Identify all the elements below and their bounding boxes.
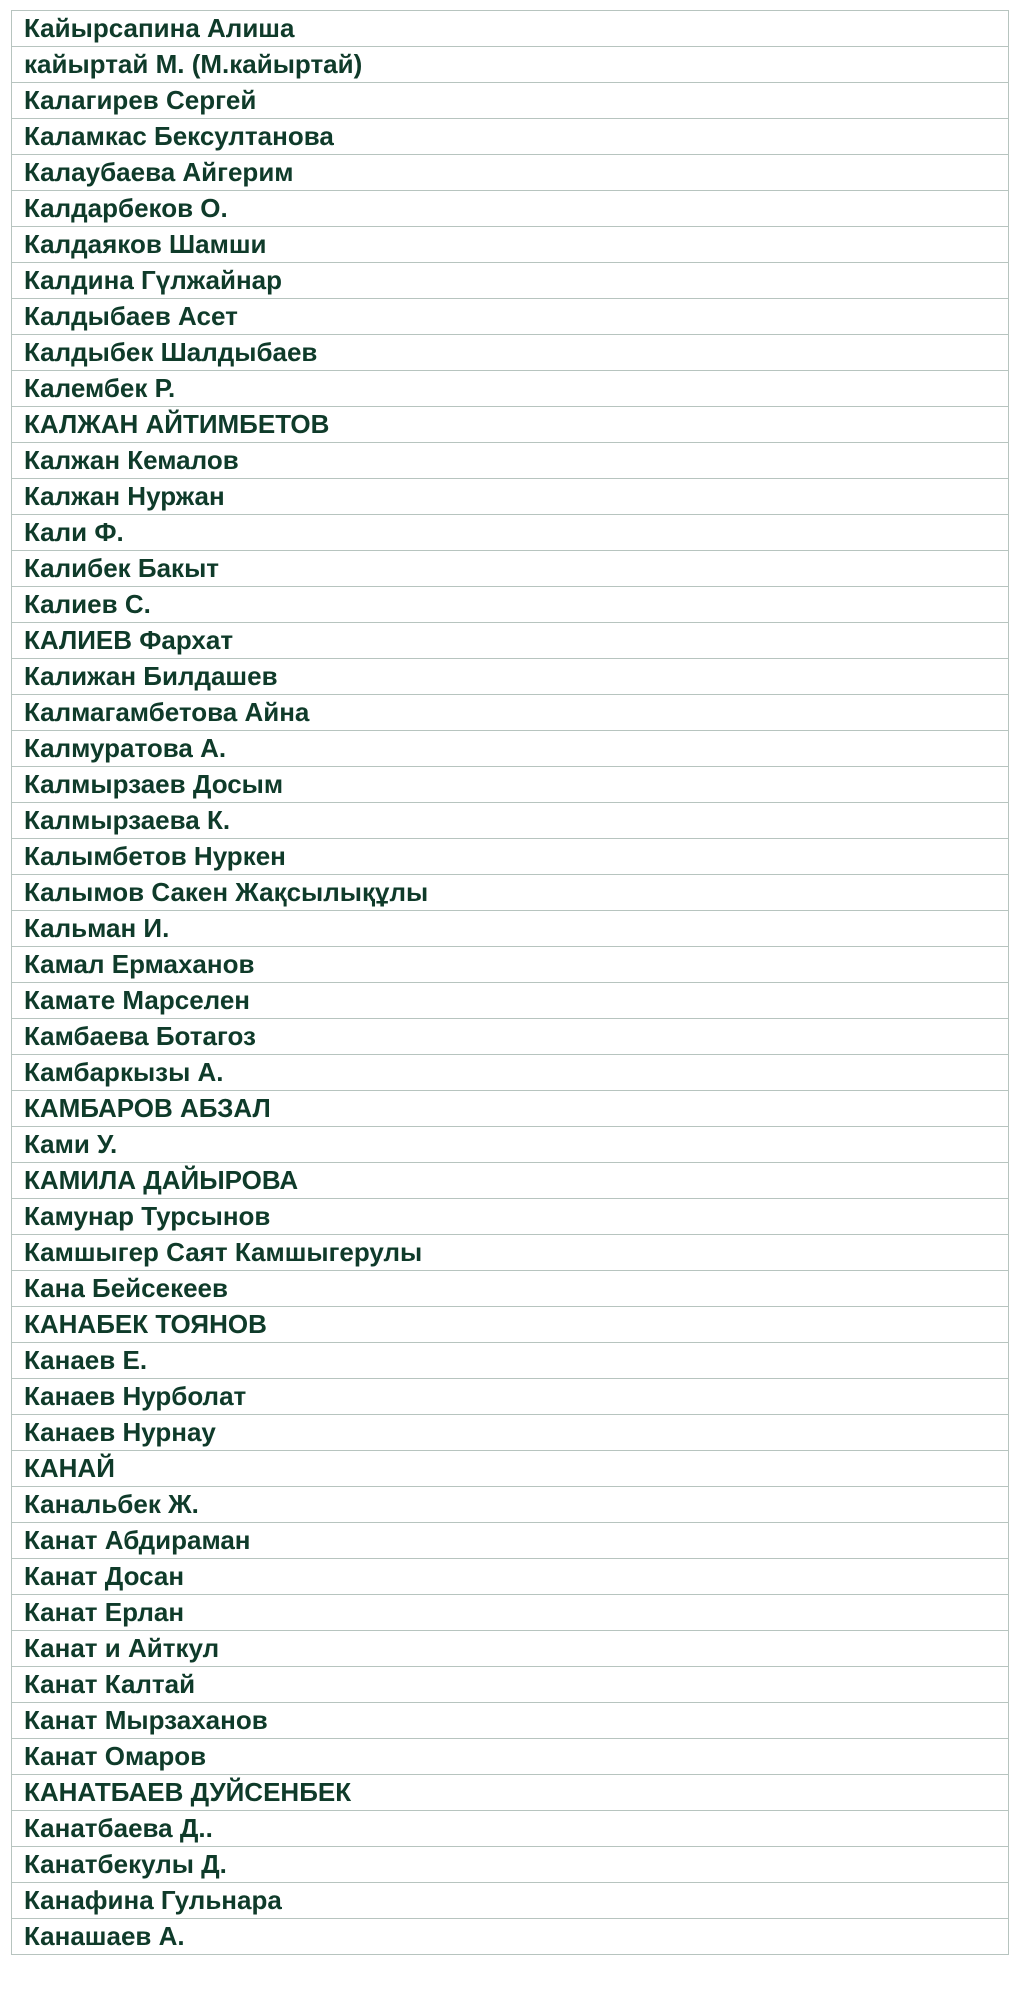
name-cell: Калжан Нуржан xyxy=(12,479,1009,515)
table-row xyxy=(12,1703,1009,1739)
name-cell: Калжан Кемалов xyxy=(12,443,1009,479)
name-cell: Камал Ермаханов xyxy=(12,947,1009,983)
name-cell: Калдаяков Шамши xyxy=(12,227,1009,263)
table-row xyxy=(12,1883,1009,1919)
name-cell: КАМИЛА ДАЙЫРОВА xyxy=(12,1163,1009,1199)
name-cell: Камбаркызы А. xyxy=(12,1055,1009,1091)
table-row xyxy=(12,587,1009,623)
name-cell: Канат и Айткул xyxy=(12,1631,1009,1667)
name-cell: Калембек Р. xyxy=(12,371,1009,407)
table-row xyxy=(12,1523,1009,1559)
name-cell: Калдыбек Шалдыбаев xyxy=(12,335,1009,371)
name-cell: КАЛИЕВ Фархат xyxy=(12,623,1009,659)
table-row xyxy=(12,263,1009,299)
name-cell: Калмырзаев Досым xyxy=(12,767,1009,803)
table-row xyxy=(12,839,1009,875)
table-row xyxy=(12,1199,1009,1235)
table-row xyxy=(12,1379,1009,1415)
name-cell: Канат Ерлан xyxy=(12,1595,1009,1631)
table-row xyxy=(12,11,1009,47)
table-row xyxy=(12,551,1009,587)
name-cell: Канат Калтай xyxy=(12,1667,1009,1703)
name-list-body xyxy=(12,11,1009,1955)
name-cell: Канат Абдираман xyxy=(12,1523,1009,1559)
table-row xyxy=(12,1451,1009,1487)
name-cell: Калмырзаева К. xyxy=(12,803,1009,839)
table-row xyxy=(12,1595,1009,1631)
name-cell: КАНАБЕК ТОЯНОВ xyxy=(12,1307,1009,1343)
table-row xyxy=(12,1559,1009,1595)
name-cell: Камате Марселен xyxy=(12,983,1009,1019)
table-row xyxy=(12,1271,1009,1307)
table-row xyxy=(12,1091,1009,1127)
name-cell: Камшыгер Саят Камшыгерулы xyxy=(12,1235,1009,1271)
table-row xyxy=(12,1847,1009,1883)
table-row xyxy=(12,731,1009,767)
table-row xyxy=(12,623,1009,659)
name-cell: Калымов Сакен Жақсылықұлы xyxy=(12,875,1009,911)
name-cell: Кали Ф. xyxy=(12,515,1009,551)
table-row xyxy=(12,1775,1009,1811)
table-row xyxy=(12,767,1009,803)
name-cell: Калдыбаев Асет xyxy=(12,299,1009,335)
table-row xyxy=(12,335,1009,371)
name-cell: Калмагамбетова Айна xyxy=(12,695,1009,731)
name-cell: Калибек Бакыт xyxy=(12,551,1009,587)
table-row xyxy=(12,515,1009,551)
name-cell: КАНАЙ xyxy=(12,1451,1009,1487)
table-row xyxy=(12,371,1009,407)
name-cell: Калдина Гүлжайнар xyxy=(12,263,1009,299)
name-cell: Калмуратова А. xyxy=(12,731,1009,767)
table-row xyxy=(12,947,1009,983)
name-cell: Канат Досан xyxy=(12,1559,1009,1595)
table-row xyxy=(12,1235,1009,1271)
table-row xyxy=(12,155,1009,191)
table-row xyxy=(12,191,1009,227)
table-row xyxy=(12,83,1009,119)
table-row xyxy=(12,479,1009,515)
name-cell: Канатбаева Д.. xyxy=(12,1811,1009,1847)
table-row xyxy=(12,1919,1009,1955)
table-row xyxy=(12,695,1009,731)
table-row xyxy=(12,1019,1009,1055)
name-cell: Канаев Нурнау xyxy=(12,1415,1009,1451)
name-cell: Канаев Нурболат xyxy=(12,1379,1009,1415)
name-cell: Каламкас Бексултанова xyxy=(12,119,1009,155)
table-row xyxy=(12,1343,1009,1379)
table-row xyxy=(12,659,1009,695)
table-row xyxy=(12,1487,1009,1523)
name-cell: Калаубаева Айгерим xyxy=(12,155,1009,191)
table-row xyxy=(12,1415,1009,1451)
table-row xyxy=(12,1811,1009,1847)
table-row xyxy=(12,119,1009,155)
name-cell: Кана Бейсекеев xyxy=(12,1271,1009,1307)
name-cell: Канафина Гульнара xyxy=(12,1883,1009,1919)
table-row xyxy=(12,227,1009,263)
table-row xyxy=(12,1055,1009,1091)
name-cell: Канашаев А. xyxy=(12,1919,1009,1955)
table-row xyxy=(12,983,1009,1019)
name-cell: Канатбекулы Д. xyxy=(12,1847,1009,1883)
name-cell: кайыртай М. (М.кайыртай) xyxy=(12,47,1009,83)
name-cell: Калижан Билдашев xyxy=(12,659,1009,695)
table-row xyxy=(12,1163,1009,1199)
table-row xyxy=(12,407,1009,443)
name-cell: КАНАТБАЕВ ДУЙСЕНБЕК xyxy=(12,1775,1009,1811)
table-row xyxy=(12,1631,1009,1667)
table-row xyxy=(12,1307,1009,1343)
name-cell: Кайырсапина Алиша xyxy=(12,11,1009,47)
name-cell: Кальман И. xyxy=(12,911,1009,947)
table-row xyxy=(12,1127,1009,1163)
name-cell: Канат Мырзаханов xyxy=(12,1703,1009,1739)
table-row xyxy=(12,1667,1009,1703)
name-cell: Калиев С. xyxy=(12,587,1009,623)
name-cell: Калдарбеков О. xyxy=(12,191,1009,227)
name-cell: Ками У. xyxy=(12,1127,1009,1163)
name-cell: КАЛЖАН АЙТИМБЕТОВ xyxy=(12,407,1009,443)
name-list-table xyxy=(11,10,1009,1955)
name-cell: Канат Омаров xyxy=(12,1739,1009,1775)
name-cell: Канальбек Ж. xyxy=(12,1487,1009,1523)
name-cell: Канаев Е. xyxy=(12,1343,1009,1379)
table-row xyxy=(12,875,1009,911)
name-cell: Калымбетов Нуркен xyxy=(12,839,1009,875)
name-cell: КАМБАРОВ АБЗАЛ xyxy=(12,1091,1009,1127)
name-cell: Камбаева Ботагоз xyxy=(12,1019,1009,1055)
name-cell: Камунар Турсынов xyxy=(12,1199,1009,1235)
table-row xyxy=(12,1739,1009,1775)
table-row xyxy=(12,443,1009,479)
table-row xyxy=(12,47,1009,83)
table-row xyxy=(12,299,1009,335)
table-row xyxy=(12,803,1009,839)
name-cell: Калагирев Сергей xyxy=(12,83,1009,119)
table-row xyxy=(12,911,1009,947)
